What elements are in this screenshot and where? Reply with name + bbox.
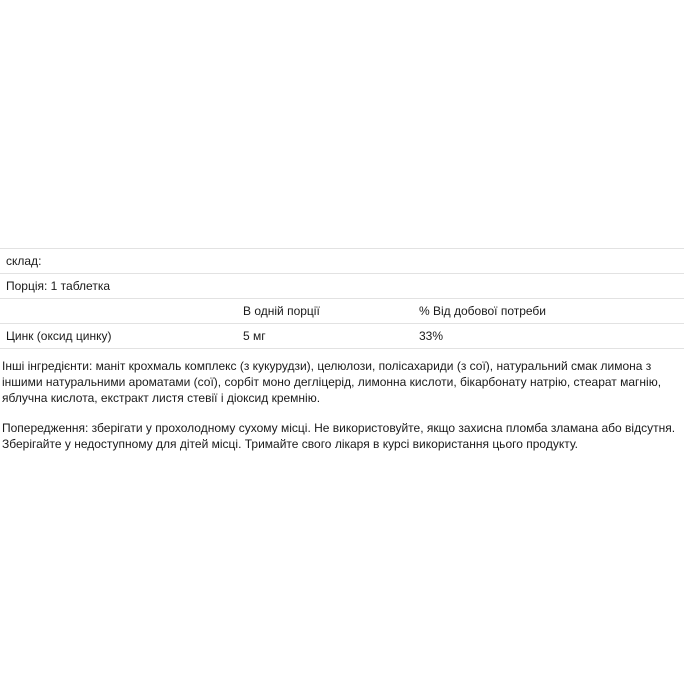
composition-row (0, 248, 684, 273)
table-row (0, 323, 684, 349)
composition-label: склад: (6, 254, 42, 268)
nutrient-name: Цинк (оксид цинку) (6, 329, 112, 343)
nutrient-daily-value: 33% (419, 329, 444, 343)
table-header-row (0, 298, 684, 323)
warning-text: Попередження: зберігати у прохолодному сухому місці. Не використовуйте, якщо захисна пломба зламана або відсутня. Зберігайте у недоступному для дітей місці. Тримайте свого лікаря в курсі використання цього продукту. (2, 421, 676, 451)
supplement-facts-panel (0, 248, 684, 452)
serving-size: Порція: 1 таблетка (6, 279, 111, 293)
header-daily-value: % Від добової потреби (419, 304, 547, 318)
other-ingredients: Інші інгредієнти: маніт крохмаль комплекс (з кукурудзи), целюлози, полісахариди (з сої), натуральний смак лимона з іншими натуральними ароматами (сої), сорбіт моно дегліцерід, лимонна кислоти, бікарбонату натрію, стеарат магнію, яблучна кислота, екстракт листя стевії і діоксид кремнію. (2, 359, 662, 405)
header-per-serving: В одній порції (243, 304, 320, 318)
nutrient-amount: 5 мг (243, 329, 266, 343)
serving-row (0, 273, 684, 298)
